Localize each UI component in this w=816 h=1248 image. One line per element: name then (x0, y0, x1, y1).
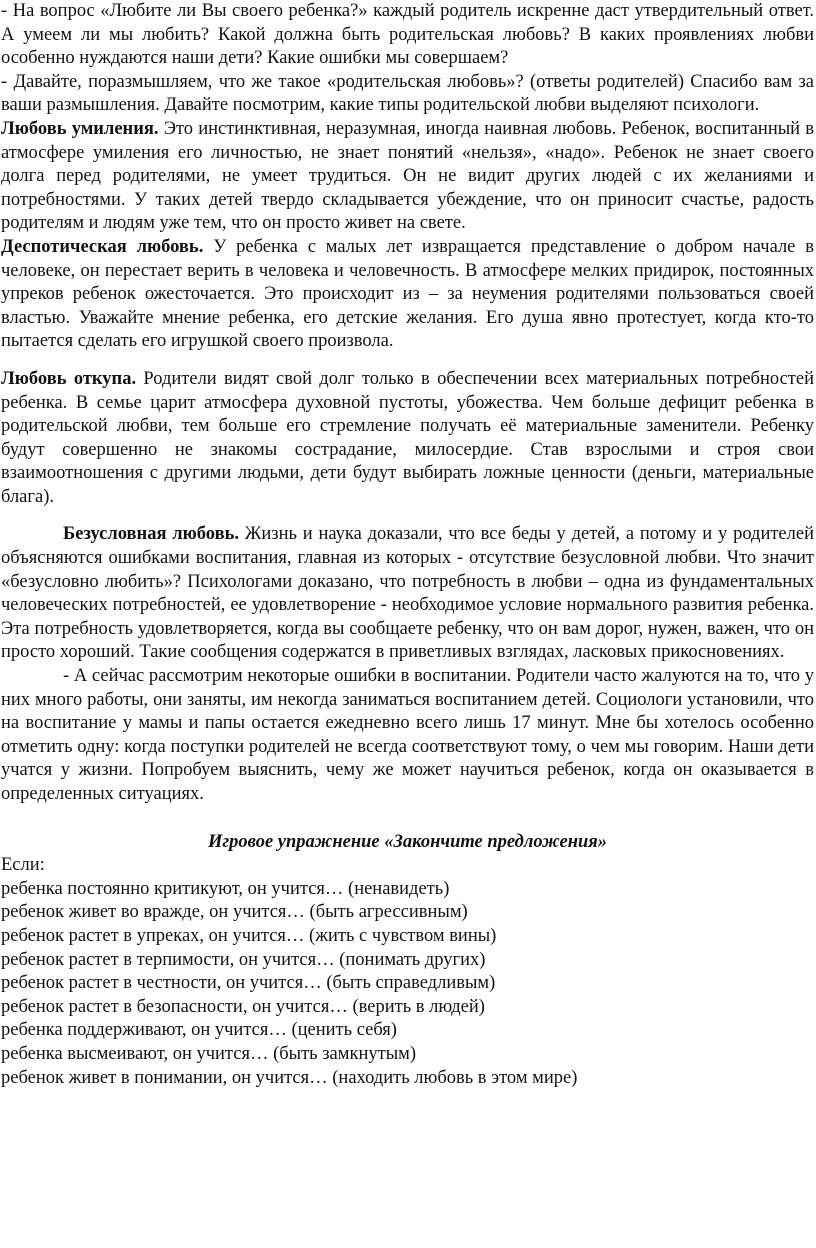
exercise-line: ребенок растет в честности, он учится… (быть справедливым) (1, 973, 496, 994)
love-type-text: У ребенка с малых лет извращается представление о добром начале в человеке, он перестает верить в человека и человечность. В атмосфере мелких придирок, постоянных упреков ребенок ожесточается. Это происходит из – за неумения родителями пользоваться своей властью. Уважайте мнение ребенка, его детские желания. Его душа явно протестует, когда кто-то пытается сделать его игрушкой своего произвола. (1, 236, 814, 352)
love-type-term: Любовь умиления. (1, 118, 159, 139)
love-type-term: Деспотическая любовь. (1, 236, 204, 257)
mistakes-paragraph: - А сейчас рассмотрим некоторые ошибки в воспитании. Родители часто жалуются на то, что у них много работы, они заняты, им некогда заниматься воспитанием детей. Социологи установили, что на воспитание у мамы и папы остается ежедневно всего лишь 17 минут. Мне бы хотелось особенно отметить одну: когда поступки родителей не всегда соответствуют тому, о чем мы говорим. Наши дети учатся у жизни. Попробуем выяснить, чему же может научиться ребенок, когда он оказывается в определенных ситуациях. (1, 666, 814, 804)
exercise-line: ребенок растет в терпимости, он учится… (понимать других) (1, 949, 486, 970)
love-type-term: Безусловная любовь. (63, 524, 239, 545)
love-type-text: Жизнь и наука доказали, что все беды у детей, а потому и у родителей объясняются ошибками воспитания, главная из которых - отсутствие безусловной любви. Что значит «безусловно любить»? Психологами доказано, что потребность в любви – одна из фундаментальных человеческих потребностей, ее удовлетворение - необходимое условие нормального развития ребенка. Эта потребность удовлетворяется, когда вы сообщаете ребенку, что он вам дорог, нужен, важен, что он просто хороший. Такие сообщения содержатся в приветливых взглядах, ласковых прикосновениях. (1, 524, 814, 663)
exercise-line: ребенок живет в понимании, он учится… (находить любовь в этом мире) (1, 1067, 578, 1088)
exercise-line: ребенка высмеивают, он учится… (быть замкнутым) (1, 1043, 416, 1064)
exercise-line: ребенок живет во вражде, он учится… (быть агрессивным) (1, 902, 468, 923)
exercise-line: ребенок растет в упреках, он учится… (жить с чувством вины) (1, 925, 497, 946)
love-type-text: Это инстинктивная, неразумная, иногда наивная любовь. Ребенок, воспитанный в атмосфере умиления его личностью, не знает понятий «нельзя», «надо». Ребенок не знает своего долга перед родителями, не умеет трудиться. Он не видит других людей с их желаниями и потребностями. У таких детей твердо складывается убеждение, что он приносит счастье, радость родителям и людям уже тем, что он просто живет на свете. (1, 118, 814, 234)
love-type-ransom (1, 368, 814, 510)
intro-paragraph-2: - Давайте, поразмышляем, что же такое «родительская любовь»? (ответы родителей) Спасибо вам за ваши размышления. Давайте посмотрим, какие типы родительской любви выделяют психологи. (1, 71, 814, 116)
exercise-line: ребенок растет в безопасности, он учится… (верить в людей) (1, 996, 485, 1017)
exercise-line: ребенка поддерживают, он учится… (ценить себя) (1, 1020, 397, 1041)
love-type-unconditional (1, 523, 814, 665)
love-type-tenderness (1, 118, 814, 236)
exercise-lead: Если: (1, 855, 45, 876)
exercise-line: ребенка постоянно критикуют, он учится… (ненавидеть) (1, 878, 450, 899)
love-type-term: Любовь откупа. (1, 368, 137, 389)
love-type-despotic (1, 236, 814, 354)
intro-paragraph-1: - На вопрос «Любите ли Вы своего ребенка?» каждый родитель искренне даст утвердительный ответ. А умеем ли мы любить? Какой должна быть родительская любовь? В каких проявлениях любви особенно нуждаются наши дети? Какие ошибки мы совершаем? (1, 1, 814, 69)
love-type-text: Родители видят свой долг только в обеспечении всех материальных потребностей ребенка. В семье царит атмосфера духовной пустоты, убожества. Чем больше дефицит ребенка в родительской любви, тем больше его стремление получать её материальные заменители. Ребенку будут совершенно не знакомы сострадание, милосердие. Став взрослыми и строя свои взаимоотношения с другими людьми, дети будут выбирать ложные ценности (деньги, материальные блага). (1, 368, 814, 507)
exercise-list (1, 878, 814, 1090)
exercise-title: Игровое упражнение «Закончите предложения» (207, 831, 608, 852)
